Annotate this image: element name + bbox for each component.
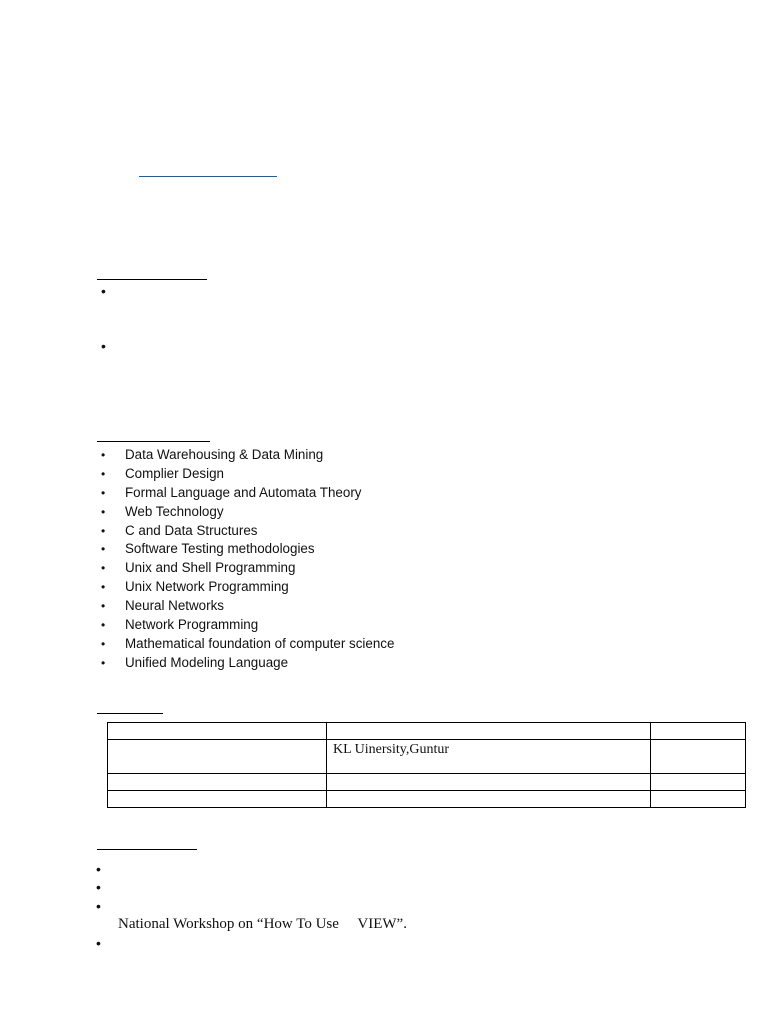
table-cell xyxy=(327,791,651,808)
subject-item: • Software Testing methodologies xyxy=(100,540,394,559)
email-link-underline[interactable] xyxy=(139,176,277,177)
subject-item: • Mathematical foundation of computer science xyxy=(100,635,394,654)
table-cell xyxy=(108,740,327,774)
table-cell xyxy=(651,740,746,774)
table-row xyxy=(108,723,746,740)
subject-item: • Unified Modeling Language xyxy=(100,654,394,673)
subject-item: • Unix and Shell Programming xyxy=(100,559,394,578)
table-cell xyxy=(651,791,746,808)
table-cell xyxy=(651,774,746,791)
subject-item: • Neural Networks xyxy=(100,597,394,616)
bullet-point: • xyxy=(96,879,101,895)
bullet-point: • xyxy=(101,338,106,354)
bullet-point: • xyxy=(96,861,101,877)
section-heading-rule xyxy=(97,279,207,280)
table-cell xyxy=(108,791,327,808)
bullet-point: • xyxy=(96,898,101,914)
table-row xyxy=(108,740,746,774)
education-table xyxy=(107,722,746,808)
table-cell xyxy=(108,774,327,791)
workshop-text: National Workshop on “How To Use VIEW”. xyxy=(118,916,407,932)
subjects-heading-rule xyxy=(97,441,210,442)
table-cell xyxy=(327,774,651,791)
table-row xyxy=(108,791,746,808)
bullet-point: • xyxy=(96,935,101,951)
subjects-list xyxy=(100,446,394,673)
subject-item: • Data Warehousing & Data Mining xyxy=(100,446,394,465)
achievements-heading-rule xyxy=(97,849,197,850)
subject-item: • Network Programming xyxy=(100,616,394,635)
subject-item: • Unix Network Programming xyxy=(100,578,394,597)
table-cell xyxy=(651,723,746,740)
table-cell xyxy=(108,723,327,740)
subject-item: • Formal Language and Automata Theory xyxy=(100,484,394,503)
table-row xyxy=(108,774,746,791)
table-cell xyxy=(327,723,651,740)
bullet-point: • xyxy=(101,283,106,299)
subject-item: • Complier Design xyxy=(100,465,394,484)
subject-item: • C and Data Structures xyxy=(100,522,394,541)
education-heading-rule xyxy=(97,713,163,714)
subject-item: • Web Technology xyxy=(100,503,394,522)
institution-cell: KL Uinersity,Guntur xyxy=(327,740,651,774)
